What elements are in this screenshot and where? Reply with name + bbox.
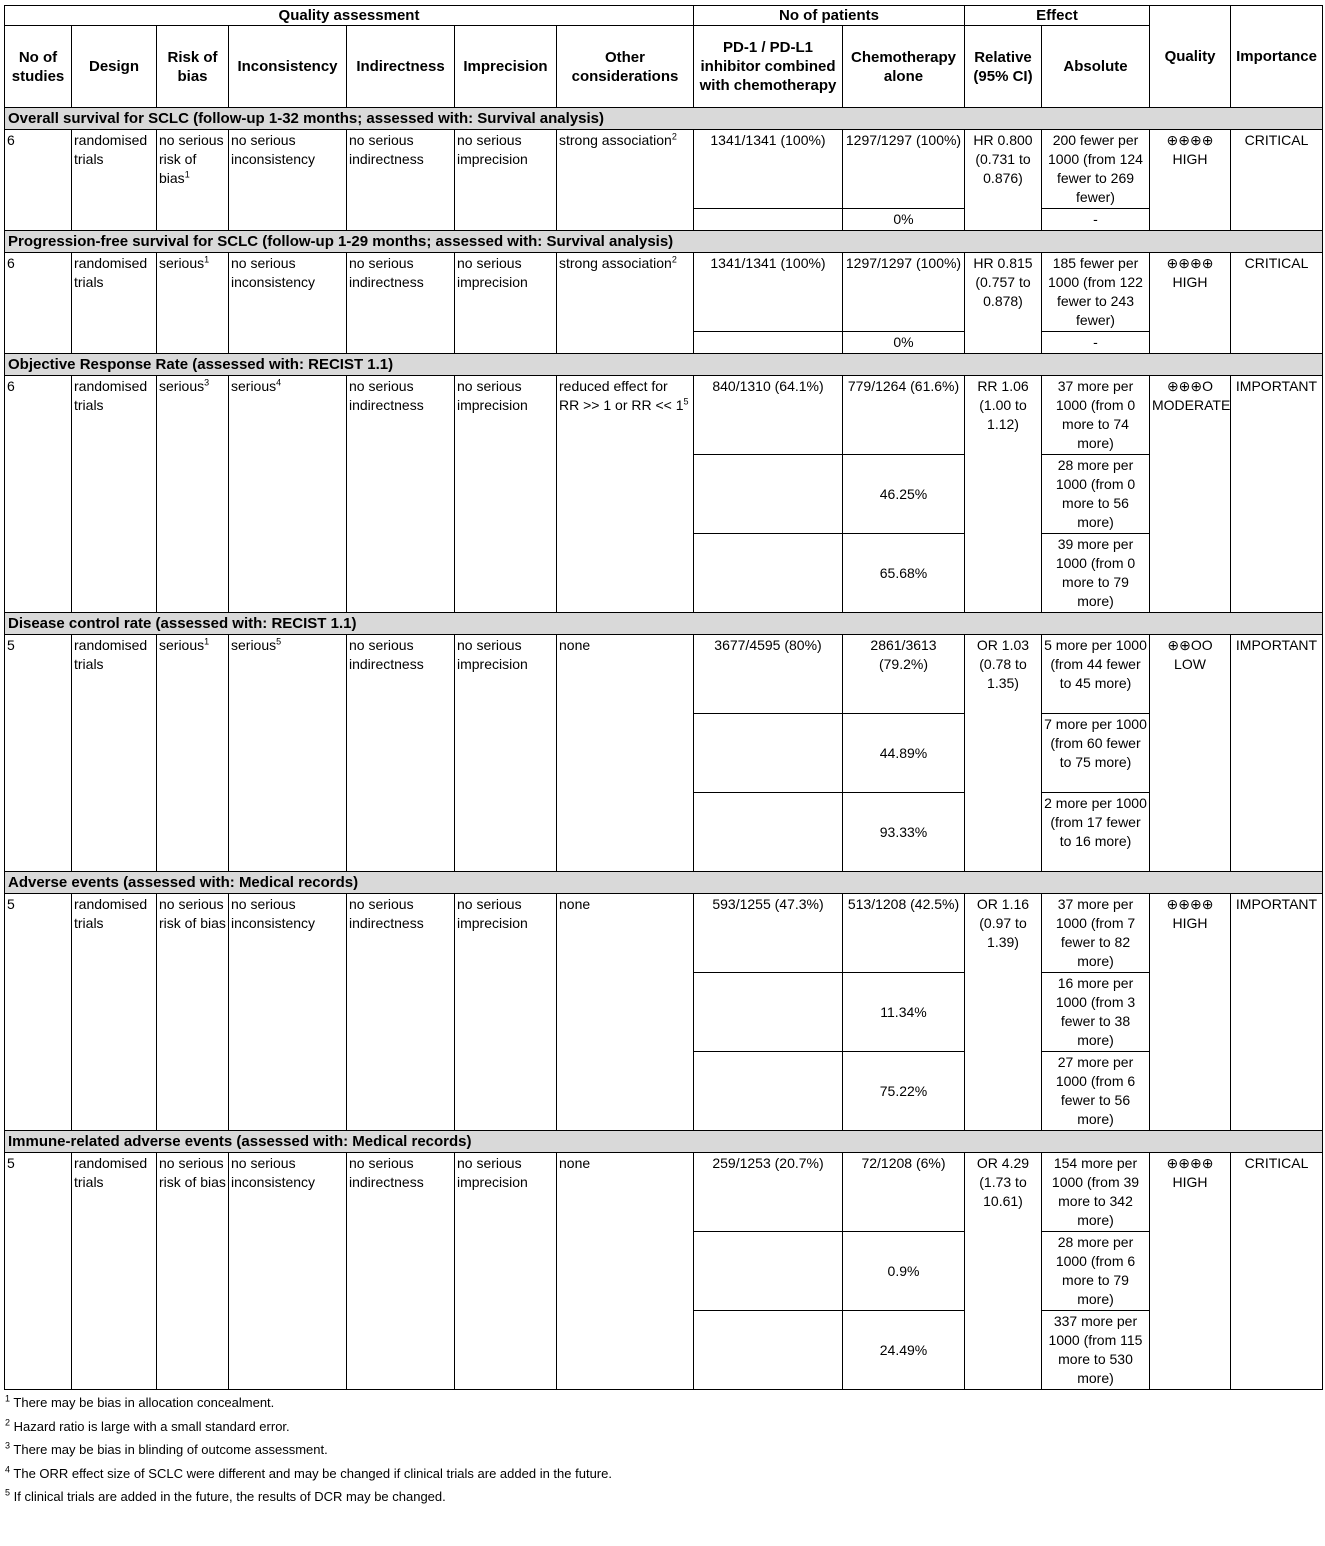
footnote-ref: 1 xyxy=(204,254,210,265)
cell-importance: IMPORTANT xyxy=(1231,894,1323,1131)
cell-relative-effect: RR 1.06 (1.00 to 1.12) xyxy=(965,376,1042,613)
quality-symbols: ⊕⊕⊕⊕ xyxy=(1166,132,1214,148)
cell-indirectness: no serious indirectness xyxy=(347,376,455,613)
quality-rating: HIGH xyxy=(1172,1174,1208,1190)
outcome-section-header xyxy=(5,872,1323,894)
cell-other-considerations xyxy=(557,635,694,872)
footnote xyxy=(5,1391,1321,1415)
cell-chemo-baseline: 0.9% xyxy=(843,1232,965,1311)
footnote-ref: 5 xyxy=(683,396,689,407)
cell-pd1-events: 593/1255 (47.3%) xyxy=(694,894,843,973)
cell-studies: 6 xyxy=(5,253,72,354)
footnote-number: 2 xyxy=(5,1417,11,1428)
footnote-number: 4 xyxy=(5,1464,11,1475)
cell-inconsistency xyxy=(229,894,347,1131)
cell-risk-of-bias xyxy=(157,130,229,231)
footnote-text: There may be bias in allocation concealment. xyxy=(13,1395,275,1410)
cell-absolute-effect: 16 more per 1000 (from 3 fewer to 38 more) xyxy=(1042,973,1150,1052)
outcome-section-header xyxy=(5,354,1323,376)
outcome-title: Overall survival for SCLC (follow-up 1-32 months; assessed with: Survival analysis) xyxy=(5,108,1323,130)
cell-absolute-effect: 7 more per 1000 (from 60 fewer to 75 more) xyxy=(1042,714,1150,793)
footnote-number: 1 xyxy=(5,1393,11,1404)
cell-pd1-empty xyxy=(694,455,843,534)
col-quality: Quality xyxy=(1150,6,1231,108)
outcome-title: Adverse events (assessed with: Medical records) xyxy=(5,872,1323,894)
inconsistency-text: no serious inconsistency xyxy=(231,132,316,167)
cell-imprecision: no serious imprecision xyxy=(455,635,557,872)
cell-absolute-effect: - xyxy=(1042,332,1150,354)
outcome-title: Immune-related adverse events (assessed with: Medical records) xyxy=(5,1131,1323,1153)
cell-pd1-events: 259/1253 (20.7%) xyxy=(694,1153,843,1232)
other-text: none xyxy=(559,1155,591,1171)
quality-rating: LOW xyxy=(1174,656,1206,672)
cell-absolute-effect: 39 more per 1000 (from 0 more to 79 more) xyxy=(1042,534,1150,613)
other-text: none xyxy=(559,637,591,653)
outcome-row xyxy=(5,253,1323,332)
cell-pd1-empty xyxy=(694,1311,843,1390)
outcome-row xyxy=(5,635,1323,714)
col-absolute: Absolute xyxy=(1042,26,1150,108)
cell-pd1-empty xyxy=(694,534,843,613)
cell-studies: 5 xyxy=(5,1153,72,1390)
cell-indirectness: no serious indirectness xyxy=(347,894,455,1131)
cell-design: randomised trials xyxy=(72,253,157,354)
cell-other-considerations xyxy=(557,253,694,354)
cell-quality xyxy=(1150,635,1231,872)
cell-imprecision: no serious imprecision xyxy=(455,894,557,1131)
cell-importance: CRITICAL xyxy=(1231,1153,1323,1390)
evidence-table xyxy=(4,5,1323,1390)
cell-chemo-baseline: 0% xyxy=(843,209,965,231)
cell-studies: 5 xyxy=(5,894,72,1131)
cell-pd1-events: 1341/1341 (100%) xyxy=(694,253,843,332)
footnote-number: 3 xyxy=(5,1440,11,1451)
cell-inconsistency xyxy=(229,253,347,354)
cell-design: randomised trials xyxy=(72,376,157,613)
cell-inconsistency xyxy=(229,130,347,231)
table-body xyxy=(5,108,1323,1390)
cell-risk-of-bias xyxy=(157,635,229,872)
cell-chemo-events: 1297/1297 (100%) xyxy=(843,253,965,332)
cell-chemo-baseline: 44.89% xyxy=(843,714,965,793)
cell-absolute-effect: 2 more per 1000 (from 17 fewer to 16 more) xyxy=(1042,793,1150,872)
col-no-of-studies: No of studies xyxy=(5,26,72,108)
cell-absolute-effect: 200 fewer per 1000 (from 124 fewer to 269 fewer) xyxy=(1042,130,1150,209)
footnote-ref: 1 xyxy=(184,169,190,180)
cell-importance: IMPORTANT xyxy=(1231,635,1323,872)
cell-indirectness: no serious indirectness xyxy=(347,130,455,231)
col-indirectness: Indirectness xyxy=(347,26,455,108)
quality-symbols: ⊕⊕⊕O xyxy=(1166,378,1214,394)
cell-design: randomised trials xyxy=(72,130,157,231)
cell-chemo-baseline: 11.34% xyxy=(843,973,965,1052)
outcome-section-header xyxy=(5,231,1323,253)
col-other-considerations: Other considerations xyxy=(557,26,694,108)
outcome-title: Disease control rate (assessed with: RECIST 1.1) xyxy=(5,613,1323,635)
cell-pd1-empty xyxy=(694,1052,843,1131)
cell-design: randomised trials xyxy=(72,894,157,1131)
outcome-section-header xyxy=(5,108,1323,130)
cell-pd1-events: 3677/4595 (80%) xyxy=(694,635,843,714)
footnote-ref: 2 xyxy=(671,254,677,265)
risk-text: no serious risk of bias xyxy=(159,1155,226,1190)
quality-symbols: ⊕⊕⊕⊕ xyxy=(1166,255,1214,271)
quality-symbols: ⊕⊕⊕⊕ xyxy=(1166,896,1214,912)
inconsistency-text: no serious inconsistency xyxy=(231,896,316,931)
header-column-row xyxy=(5,26,1323,108)
footnote-ref: 1 xyxy=(204,636,210,647)
cell-other-considerations xyxy=(557,130,694,231)
cell-imprecision: no serious imprecision xyxy=(455,130,557,231)
cell-indirectness: no serious indirectness xyxy=(347,635,455,872)
cell-other-considerations xyxy=(557,376,694,613)
cell-studies: 6 xyxy=(5,376,72,613)
inconsistency-text: no serious inconsistency xyxy=(231,255,316,290)
cell-chemo-baseline: 65.68% xyxy=(843,534,965,613)
inconsistency-text: serious xyxy=(231,637,277,653)
cell-quality xyxy=(1150,1153,1231,1390)
cell-relative-effect: HR 0.800 (0.731 to 0.876) xyxy=(965,130,1042,231)
outcome-section-header xyxy=(5,613,1323,635)
risk-text: serious xyxy=(159,255,205,271)
risk-text: no serious risk of bias xyxy=(159,896,226,931)
cell-pd1-empty xyxy=(694,973,843,1052)
group-quality-assessment: Quality assessment xyxy=(5,6,694,26)
cell-risk-of-bias xyxy=(157,376,229,613)
footnotes xyxy=(4,1391,1321,1509)
cell-pd1-events: 1341/1341 (100%) xyxy=(694,130,843,209)
outcome-row xyxy=(5,1153,1323,1232)
cell-design: randomised trials xyxy=(72,1153,157,1390)
outcome-row xyxy=(5,130,1323,209)
cell-imprecision: no serious imprecision xyxy=(455,376,557,613)
footnote xyxy=(5,1485,1321,1509)
cell-quality xyxy=(1150,130,1231,231)
cell-pd1-empty xyxy=(694,1232,843,1311)
footnote-ref: 4 xyxy=(276,377,282,388)
footnote-text: If clinical trials are added in the future, the results of DCR may be changed. xyxy=(13,1489,446,1504)
footnote-ref: 5 xyxy=(276,636,282,647)
cell-absolute-effect: 337 more per 1000 (from 115 more to 530 more) xyxy=(1042,1311,1150,1390)
cell-chemo-baseline: 93.33% xyxy=(843,793,965,872)
cell-indirectness: no serious indirectness xyxy=(347,253,455,354)
footnote-text: The ORR effect size of SCLC were different and may be changed if clinical trials are added in the future. xyxy=(13,1465,612,1481)
footnote-number: 5 xyxy=(5,1487,11,1498)
outcome-title: Objective Response Rate (assessed with: RECIST 1.1) xyxy=(5,354,1323,376)
other-text: strong association xyxy=(559,132,672,148)
footnote xyxy=(5,1462,1321,1486)
risk-text: no serious risk of bias xyxy=(159,132,224,186)
cell-chemo-events: 513/1208 (42.5%) xyxy=(843,894,965,973)
col-design: Design xyxy=(72,26,157,108)
cell-pd1-empty xyxy=(694,332,843,354)
cell-risk-of-bias xyxy=(157,894,229,1131)
cell-absolute-effect: 185 fewer per 1000 (from 122 fewer to 243 fewer) xyxy=(1042,253,1150,332)
quality-symbols: ⊕⊕⊕⊕ xyxy=(1166,1155,1214,1171)
inconsistency-text: no serious inconsistency xyxy=(231,1155,316,1190)
cell-inconsistency xyxy=(229,376,347,613)
cell-chemo-events: 72/1208 (6%) xyxy=(843,1153,965,1232)
cell-chemo-events: 779/1264 (61.6%) xyxy=(843,376,965,455)
col-risk-of-bias: Risk of bias xyxy=(157,26,229,108)
cell-pd1-events: 840/1310 (64.1%) xyxy=(694,376,843,455)
cell-imprecision: no serious imprecision xyxy=(455,1153,557,1390)
footnote xyxy=(5,1415,1321,1439)
cell-design: randomised trials xyxy=(72,635,157,872)
cell-importance: IMPORTANT xyxy=(1231,376,1323,613)
cell-absolute-effect: 27 more per 1000 (from 6 fewer to 56 more) xyxy=(1042,1052,1150,1131)
cell-imprecision: no serious imprecision xyxy=(455,253,557,354)
cell-chemo-events: 2861/3613 (79.2%) xyxy=(843,635,965,714)
group-no-of-patients: No of patients xyxy=(694,6,965,26)
outcome-section-header xyxy=(5,1131,1323,1153)
cell-relative-effect: OR 1.16 (0.97 to 1.39) xyxy=(965,894,1042,1131)
cell-absolute-effect: 37 more per 1000 (from 7 fewer to 82 more) xyxy=(1042,894,1150,973)
cell-absolute-effect: 37 more per 1000 (from 0 more to 74 more) xyxy=(1042,376,1150,455)
quality-rating: HIGH xyxy=(1172,151,1208,167)
cell-chemo-baseline: 24.49% xyxy=(843,1311,965,1390)
cell-chemo-baseline: 0% xyxy=(843,332,965,354)
other-text: reduced effect for RR >> 1 or RR << 1 xyxy=(559,378,684,413)
cell-studies: 5 xyxy=(5,635,72,872)
header-group-row xyxy=(5,6,1323,26)
cell-indirectness: no serious indirectness xyxy=(347,1153,455,1390)
cell-absolute-effect: 5 more per 1000 (from 44 fewer to 45 more) xyxy=(1042,635,1150,714)
cell-chemo-baseline: 46.25% xyxy=(843,455,965,534)
cell-inconsistency xyxy=(229,1153,347,1390)
cell-importance: CRITICAL xyxy=(1231,253,1323,354)
cell-absolute-effect: - xyxy=(1042,209,1150,231)
cell-chemo-baseline: 75.22% xyxy=(843,1052,965,1131)
col-importance: Importance xyxy=(1231,6,1323,108)
col-chemo-group: Chemotherapy alone xyxy=(843,26,965,108)
col-relative: Relative (95% CI) xyxy=(965,26,1042,108)
cell-relative-effect: HR 0.815 (0.757 to 0.878) xyxy=(965,253,1042,354)
col-pd1-group: PD-1 / PD-L1 inhibitor combined with chemotherapy xyxy=(694,26,843,108)
cell-pd1-empty xyxy=(694,793,843,872)
cell-quality xyxy=(1150,253,1231,354)
cell-chemo-events: 1297/1297 (100%) xyxy=(843,130,965,209)
inconsistency-text: serious xyxy=(231,378,277,394)
cell-inconsistency xyxy=(229,635,347,872)
quality-rating: HIGH xyxy=(1172,274,1208,290)
cell-absolute-effect: 28 more per 1000 (from 6 more to 79 more) xyxy=(1042,1232,1150,1311)
cell-risk-of-bias xyxy=(157,253,229,354)
risk-text: serious xyxy=(159,637,205,653)
risk-text: serious xyxy=(159,378,205,394)
footnote-text: There may be bias in blinding of outcome assessment. xyxy=(13,1442,328,1457)
table-header xyxy=(5,6,1323,108)
group-effect: Effect xyxy=(965,6,1150,26)
other-text: none xyxy=(559,896,591,912)
footnote-text: Hazard ratio is large with a small standard error. xyxy=(13,1418,290,1434)
quality-rating: HIGH xyxy=(1172,915,1208,931)
outcome-title: Progression-free survival for SCLC (follow-up 1-29 months; assessed with: Survival analysis) xyxy=(5,231,1323,253)
cell-importance: CRITICAL xyxy=(1231,130,1323,231)
cell-quality xyxy=(1150,894,1231,1131)
cell-pd1-empty xyxy=(694,714,843,793)
col-imprecision: Imprecision xyxy=(455,26,557,108)
cell-relative-effect: OR 4.29 (1.73 to 10.61) xyxy=(965,1153,1042,1390)
cell-risk-of-bias xyxy=(157,1153,229,1390)
cell-studies: 6 xyxy=(5,130,72,231)
quality-symbols: ⊕⊕OO xyxy=(1167,637,1213,653)
outcome-row xyxy=(5,894,1323,973)
quality-rating: MODERATE xyxy=(1152,397,1231,413)
footnote xyxy=(5,1438,1321,1462)
cell-absolute-effect: 28 more per 1000 (from 0 more to 56 more) xyxy=(1042,455,1150,534)
cell-other-considerations xyxy=(557,1153,694,1390)
cell-quality xyxy=(1150,376,1231,613)
cell-pd1-empty xyxy=(694,209,843,231)
footnote-ref: 2 xyxy=(671,131,677,142)
footnote-ref: 3 xyxy=(204,377,210,388)
cell-other-considerations xyxy=(557,894,694,1131)
cell-relative-effect: OR 1.03 (0.78 to 1.35) xyxy=(965,635,1042,872)
other-text: strong association xyxy=(559,255,672,271)
outcome-row xyxy=(5,376,1323,455)
cell-absolute-effect: 154 more per 1000 (from 39 more to 342 more) xyxy=(1042,1153,1150,1232)
col-inconsistency: Inconsistency xyxy=(229,26,347,108)
